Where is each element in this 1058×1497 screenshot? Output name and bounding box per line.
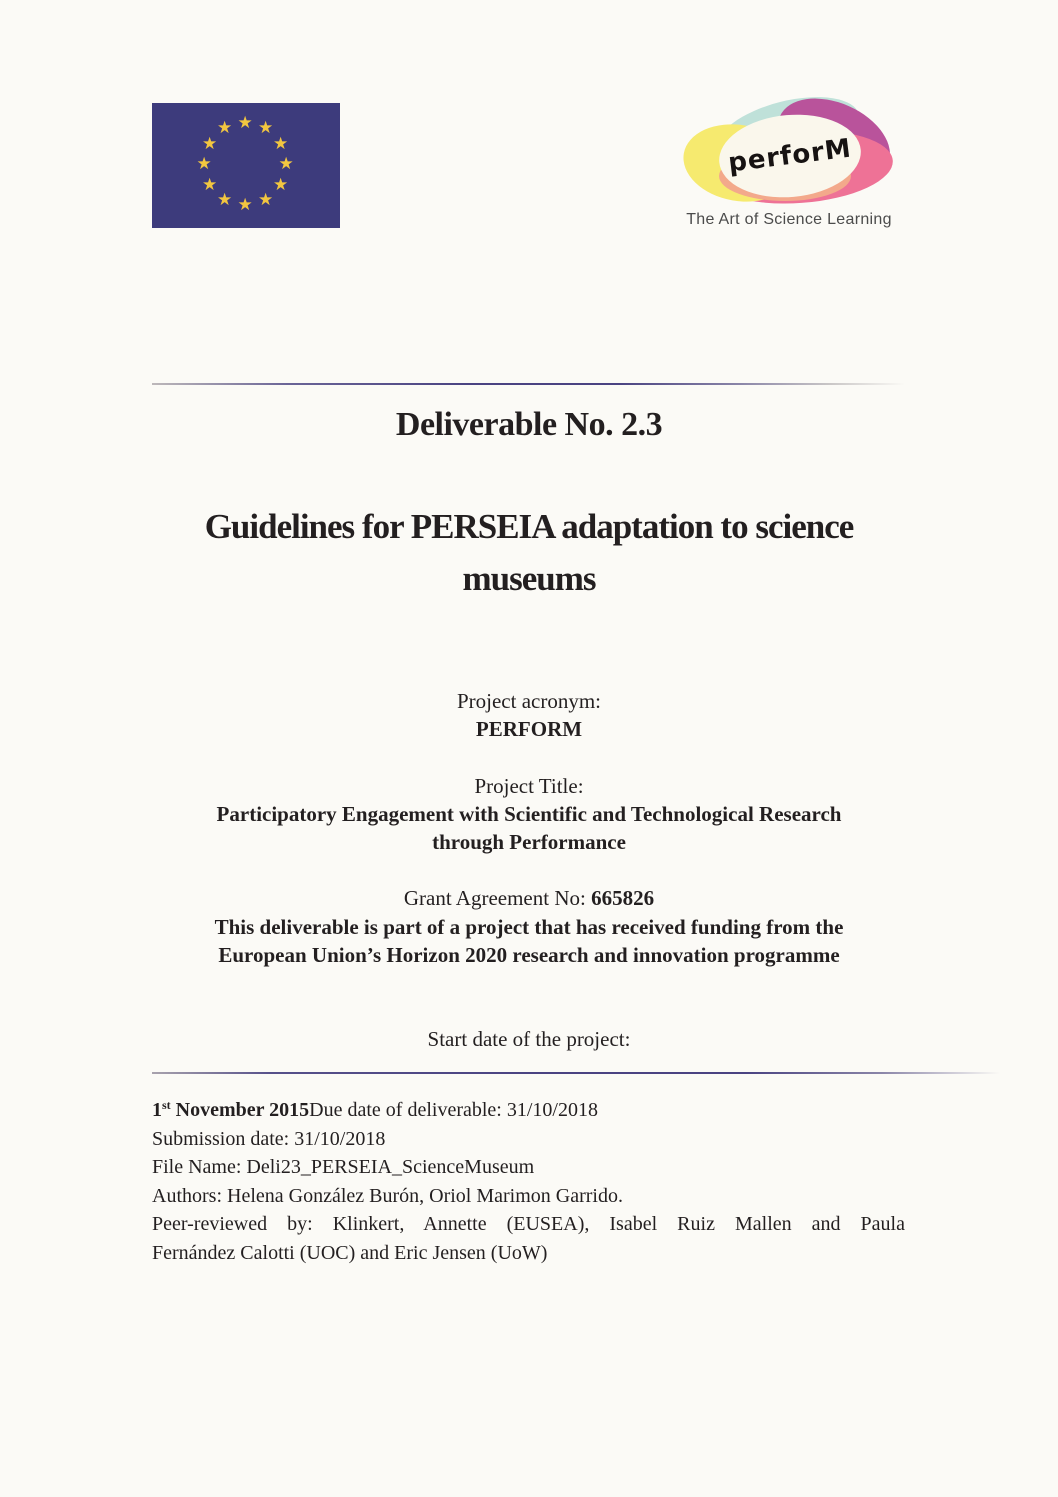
logo-tagline: The Art of Science Learning [686,211,892,228]
grant-agreement-line [139,884,919,912]
top-divider-line [152,383,905,385]
main-title [0,501,1058,605]
eu-flag-icon [152,103,340,228]
spacer [139,743,919,771]
eu-star-icon: ★ [237,113,253,133]
perform-logo [683,101,895,229]
authors-line: Authors: Helena González Burón, Oriol Marimon Garrido. [152,1184,623,1207]
spacer [139,969,919,1025]
main-title-line1: Guidelines for PERSEIA adaptation to science [204,507,854,546]
funding-statement-line2: European Union’s Horizon 2020 research and innovation programme [218,942,840,967]
start-date-label: Start date of the project: [427,1027,631,1052]
eu-star-icon: ★ [273,133,289,154]
grant-agreement-number: 665826 [591,886,655,911]
eu-star-icon: ★ [196,154,212,174]
deliverable-details-block [152,1091,905,1268]
project-info-block [139,687,919,1054]
submission-date-line: Submission date: 31/10/2018 [152,1127,386,1150]
eu-star-icon: ★ [201,133,218,154]
start-due-date-line [152,1091,905,1125]
start-date-value-rest: November 2015 [170,1099,310,1121]
spacer [139,856,919,884]
eu-star-icon: ★ [278,154,294,174]
eu-star-icon: ★ [258,189,274,210]
funding-statement-line1: This deliverable is part of a project that has received funding from the [214,914,844,939]
start-date-value-day: 1 [152,1099,162,1121]
project-title-value-line1: Participatory Engagement with Scientific and Technological Research [216,801,842,826]
peer-reviewed-line1: Peer-reviewed by: Klinkert, Annette (EUSEA), Isabel Ruiz Mallen and Paula [152,1213,905,1236]
eu-star-icon: ★ [217,118,233,139]
eu-star-icon: ★ [217,189,233,210]
grant-agreement-label: Grant Agreement No: [403,886,592,911]
due-date-value: Due date of deliverable: 31/10/2018 [309,1099,598,1121]
project-acronym-label: Project acronym: [456,689,602,713]
bottom-divider-line [152,1072,1000,1074]
project-title-label: Project Title: [474,773,584,798]
peer-reviewed-line2: Fernández Calotti (UOC) and Eric Jensen (UoW) [152,1241,548,1264]
project-title-value-line2: through Performance [432,830,626,854]
file-name-line: File Name: Deli23_PERSEIA_ScienceMuseum [152,1156,535,1179]
start-date-ordinal: st [162,1098,171,1112]
main-title-line2: museums [462,559,596,598]
logo-wordmark: perforM [726,133,854,179]
eu-star-icon: ★ [237,195,253,215]
project-acronym-value: PERFORM [475,717,583,742]
eu-star-icon: ★ [273,174,289,195]
eu-star-icon: ★ [258,118,274,139]
perform-logo-ellipses [683,101,895,204]
deliverable-number-title: Deliverable No. 2.3 [395,406,663,443]
eu-star-icon: ★ [201,174,218,195]
